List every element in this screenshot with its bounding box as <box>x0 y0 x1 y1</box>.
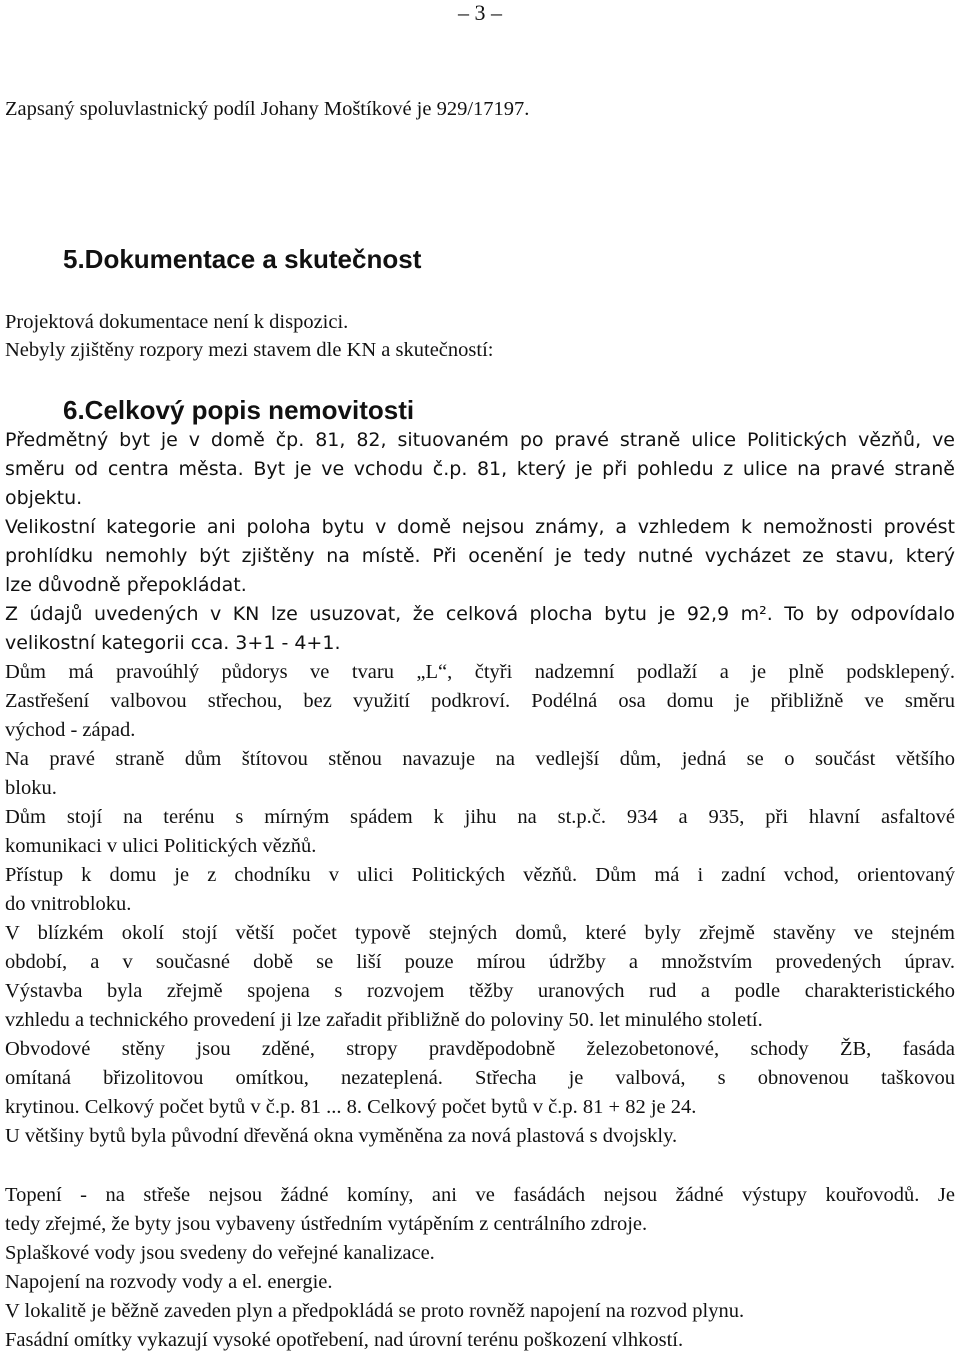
section-5-line-1: Projektová dokumentace není k dispozici. <box>5 311 349 333</box>
sans-line-5: prohlídku nemohly být zjištěny na místě. Při ocenění je tedy nutné vycházet ze stavu, který <box>5 545 955 567</box>
serif-line-2: Zastřešení valbovou střechou, bez využití podkroví. Podélná osa domu je přibližně ve směru <box>5 690 955 712</box>
serif-line-7: komunikaci v ulici Politických vězňů. <box>5 835 317 857</box>
sans-line-4: Velikostní kategorie ani poloha bytu v domě nejsou známy, a vzhledem k nemožnosti provést <box>5 516 955 538</box>
serif-line-10: V blízkém okolí stojí větší počet typově stejných domů, které byly zřejmě stavěny ve stejném <box>5 922 955 944</box>
utility-line-3: Splaškové vody jsou svedeny do veřejné kanalizace. <box>5 1242 435 1264</box>
serif-line-3: východ - západ. <box>5 719 136 741</box>
serif-line-5: bloku. <box>5 777 57 799</box>
sans-line-6: lze důvodně přepokládat. <box>5 574 247 596</box>
section-5-heading: 5.Dokumentace a skutečnost <box>63 244 422 274</box>
section-5-line-2: Nebyly zjištěny rozpory mezi stavem dle KN a skutečností: <box>5 339 494 361</box>
serif-line-13: vzhledu a technického provedení ji lze zařadit přibližně do poloviny 50. let minulého století. <box>5 1009 763 1031</box>
sans-line-3: objektu. <box>5 487 83 509</box>
serif-line-14: Obvodové stěny jsou zděné, stropy pravděpodobně železobetonové, schody ŽB, fasáda <box>5 1038 955 1060</box>
serif-line-17: U většiny bytů byla původní dřevěná okna vyměněna za nová plastová s dvojskly. <box>5 1125 678 1147</box>
section-6-heading: 6.Celkový popis nemovitosti <box>63 395 415 425</box>
utility-line-1: Topení - na střeše nejsou žádné komíny, ani ve fasádách nejsou žádné výstupy kouřovodů. Je <box>5 1184 955 1206</box>
sans-line-7: Z údajů uvedených v KN lze usuzovat, že celková plocha bytu je 92,9 m². To by odpovídalo <box>5 603 955 625</box>
serif-line-6: Dům stojí na terénu s mírným spádem k jihu na st.p.č. 934 a 935, při hlavní asfaltové <box>5 806 955 828</box>
intro-paragraph: Zapsaný spoluvlastnický podíl Johany Moštíkové je 929/17197. <box>5 98 530 120</box>
serif-line-15: omítaná břizolitovou omítkou, nezateplená. Střecha je valbová, s obnovenou taškovou <box>5 1067 955 1089</box>
utility-line-4: Napojení na rozvody vody a el. energie. <box>5 1271 333 1293</box>
serif-line-9: do vnitrobloku. <box>5 893 132 915</box>
utility-line-5: V lokalitě je běžně zaveden plyn a předpokládá se proto rovněž napojení na rozvod plynu. <box>5 1300 745 1322</box>
serif-line-4: Na pravé straně dům štítovou stěnou navazuje na vedlejší dům, jedná se o součást většího <box>5 748 955 770</box>
sans-line-2: směru od centra města. Byt je ve vchodu č.p. 81, který je při pohledu z ulice na pravé straně <box>5 458 955 480</box>
utility-line-6: Fasádní omítky vykazují vysoké opotřebení, nad úrovní terénu poškození vlhkostí. <box>5 1329 684 1351</box>
serif-line-1: Dům má pravoúhlý půdorys ve tvaru „L“, čtyři nadzemní podlaží a je plně podsklepený. <box>5 661 955 683</box>
page-number: – 3 – <box>458 0 502 25</box>
utility-line-2: tedy zřejmé, že byty jsou vybaveny ústředním vytápěním z centrálního zdroje. <box>5 1213 648 1235</box>
serif-line-11: období, a v současné době se liší pouze mírou údržby a množstvím provedených úprav. <box>5 951 955 973</box>
sans-line-1: Předmětný byt je v domě čp. 81, 82, situovaném po pravé straně ulice Politických vězňů, ve <box>5 429 955 451</box>
sans-line-8: velikostní kategorii cca. 3+1 - 4+1. <box>5 632 341 654</box>
serif-line-12: Výstavba byla zřejmě spojena s rozvojem těžby uranových rud a podle charakteristického <box>5 980 955 1002</box>
serif-line-16: krytinou. Celkový počet bytů v č.p. 81 ... 8. Celkový počet bytů v č.p. 81 + 82 je 24. <box>5 1096 697 1118</box>
serif-line-8: Přístup k domu je z chodníku v ulici Politických vězňů. Dům má i zadní vchod, orientovaný <box>5 864 955 886</box>
